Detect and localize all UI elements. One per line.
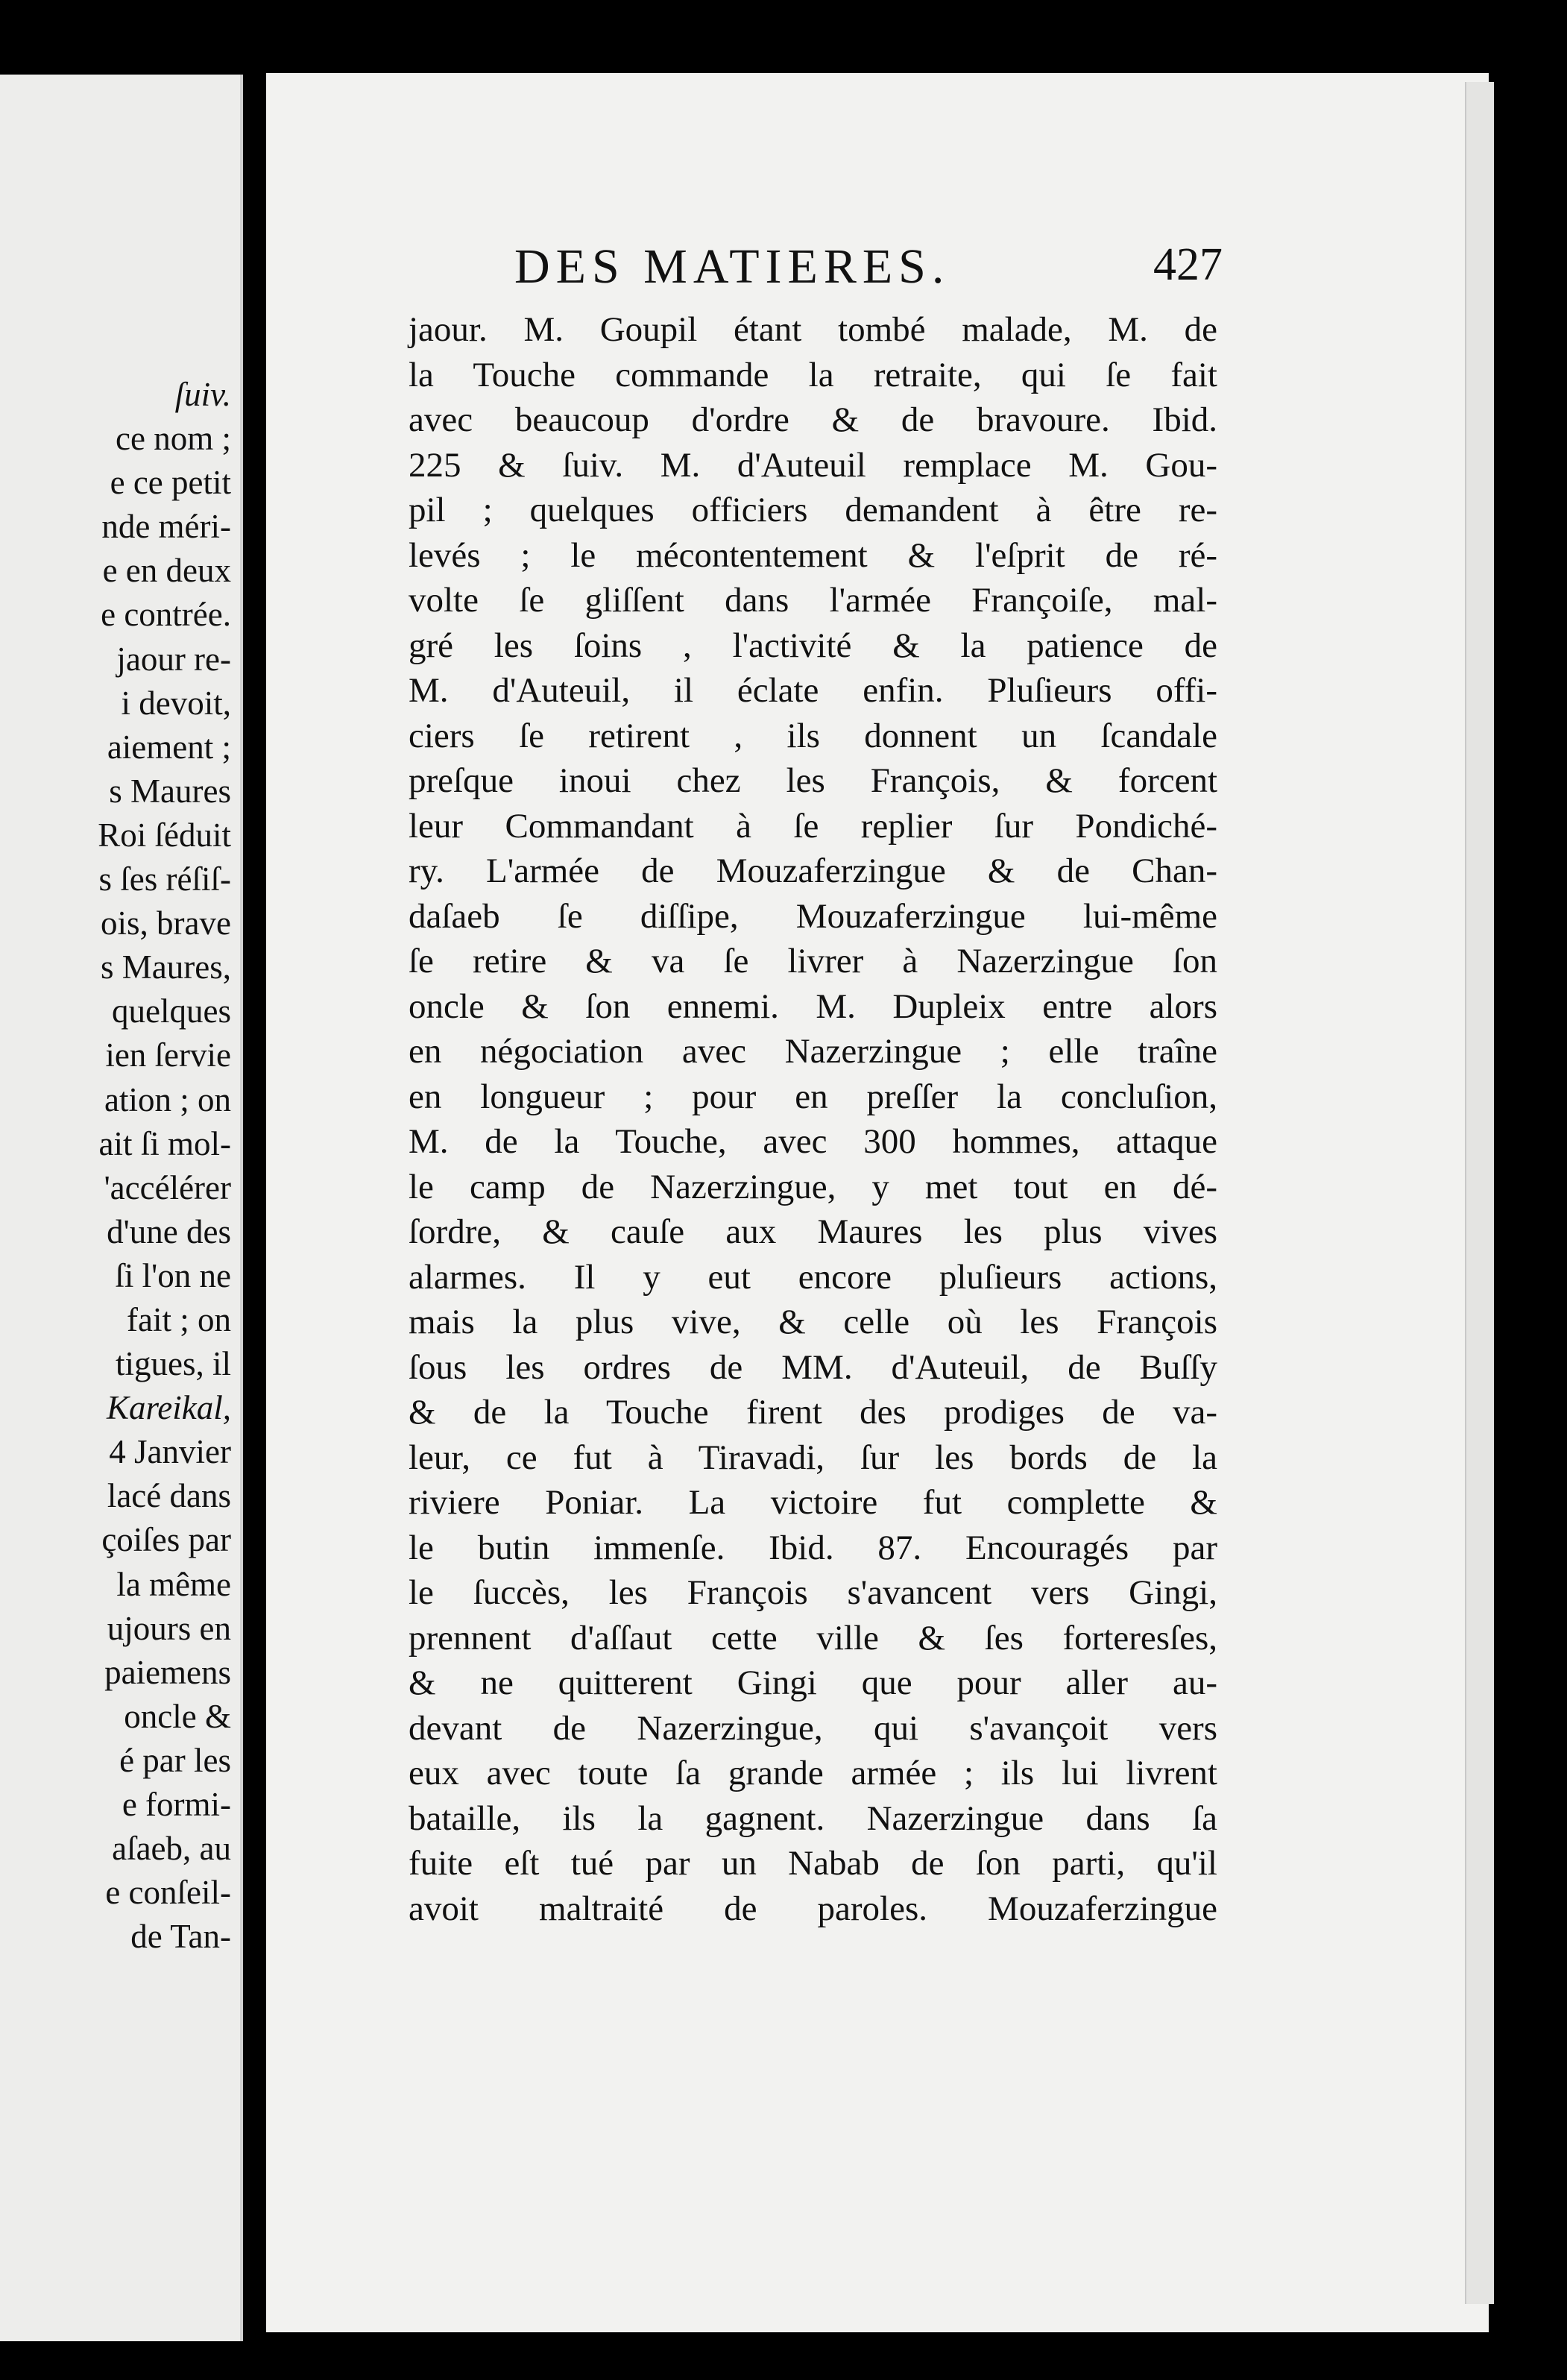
left-page-line: ſi l'on ne xyxy=(115,1256,231,1294)
left-page-line: ien ſervie xyxy=(105,1036,231,1074)
page-edge xyxy=(1465,82,1494,2304)
left-page-line: aiement ; xyxy=(107,728,231,766)
text-line: leur, ce fut à Tiravadi, ſur les bords de la xyxy=(409,1438,1217,1477)
index-entry-text xyxy=(409,307,1217,1931)
left-page-line: s Maures, xyxy=(101,948,231,986)
text-line: ſous les ordres de MM. d'Auteuil, de Buſſy xyxy=(409,1347,1217,1387)
page-header xyxy=(514,239,1223,306)
text-line: eux avec toute ſa grande armée ; ils lui livrent xyxy=(409,1754,1217,1792)
left-page-line: Kareikal, xyxy=(106,1389,231,1427)
text-line: alarmes. Il y eut encore pluſieurs actions, xyxy=(409,1257,1217,1297)
running-head: DES MATIERES. xyxy=(514,239,950,294)
text-line: gré les ſoins , l'activité & la patience de xyxy=(409,626,1217,665)
left-page-line: e en deux xyxy=(102,552,231,590)
text-line: ciers ſe retirent , ils donnent un ſcandale xyxy=(409,716,1217,755)
left-page-line: paiemens xyxy=(104,1653,231,1691)
left-page-line: 4 Janvier xyxy=(109,1433,231,1471)
text-line: pil ; quelques officiers demandent à être re- xyxy=(409,491,1217,529)
text-line: prennent d'aſſaut cette ville & ſes forteresſes, xyxy=(409,1618,1217,1658)
left-page-line: quelques xyxy=(112,992,231,1030)
text-line: ſe retire & va ſe livrer à Nazerzingue ſon xyxy=(409,942,1217,980)
text-line: volte ſe gliſſent dans l'armée Françoiſe, mal- xyxy=(409,581,1217,620)
left-page-line: ce nom ; xyxy=(116,420,231,458)
text-line: jaour. M. Goupil étant tombé malade, M. de xyxy=(409,310,1217,349)
left-page-line: çoiſes par xyxy=(101,1521,231,1559)
left-page-line: 'accélérer xyxy=(104,1168,231,1206)
left-page-line: é par les xyxy=(119,1741,231,1779)
left-page-line: e contrée. xyxy=(101,596,231,634)
text-line: la Touche commande la retraite, qui ſe fait xyxy=(409,355,1217,394)
left-page-line: ation ; on xyxy=(104,1080,231,1118)
left-page-line: e ce petit xyxy=(110,464,231,502)
text-line: daſaeb ſe diſſipe, Mouzaferzingue lui-même xyxy=(409,896,1217,936)
left-page-line: i devoit, xyxy=(121,684,231,722)
text-line: preſque inoui chez les François, & forcent xyxy=(409,761,1217,800)
text-line: le ſuccès, les François s'avancent vers Gingi, xyxy=(409,1573,1217,1612)
text-line: oncle & ſon ennemi. M. Dupleix entre alors xyxy=(409,986,1217,1026)
text-line: 225 & ſuiv. M. d'Auteuil remplace M. Gou- xyxy=(409,445,1217,485)
left-page-line: Roi ſéduit xyxy=(98,816,231,854)
text-line: le camp de Nazerzingue, y met tout en dé- xyxy=(409,1167,1217,1206)
text-line: ry. L'armée de Mouzaferzingue & de Chan- xyxy=(409,851,1217,890)
text-line: M. de la Touche, avec 300 hommes, attaque xyxy=(409,1122,1217,1161)
left-page-line: s Maures xyxy=(109,772,231,810)
text-line: M. d'Auteuil, il éclate enfin. Pluſieurs offi- xyxy=(409,671,1217,710)
left-page-line: fait ; on xyxy=(127,1300,231,1338)
left-page-line: jaour re- xyxy=(116,640,231,678)
left-page-line: de Tan- xyxy=(130,1918,231,1956)
left-page-line: ujours en xyxy=(107,1609,231,1647)
text-line: & de la Touche firent des prodiges de va- xyxy=(409,1393,1217,1432)
left-page-line: aſaeb, au xyxy=(112,1830,231,1868)
left-page-text xyxy=(98,373,231,1959)
text-line: ſordre, & cauſe aux Maures les plus vives xyxy=(409,1212,1217,1251)
text-line: & ne quitterent Gingi que pour aller au- xyxy=(409,1663,1217,1702)
left-page-line: ois, brave xyxy=(101,904,231,942)
text-line: fuite eſt tué par un Nabab de ſon parti, qu'il xyxy=(409,1844,1217,1883)
left-page-line: la même xyxy=(116,1565,231,1603)
left-page xyxy=(0,75,243,2341)
text-line: avoit maltraité de paroles. Mouzaferzingue xyxy=(409,1889,1217,1928)
left-page-line: e conſeil- xyxy=(105,1874,231,1912)
text-line: mais la plus vive, & celle où les François xyxy=(409,1303,1217,1341)
left-page-line: lacé dans xyxy=(107,1477,231,1515)
text-line: en négociation avec Nazerzingue ; elle traîne xyxy=(409,1032,1217,1071)
left-page-line: e formi- xyxy=(122,1786,231,1823)
text-line: devant de Nazerzingue, qui s'avançoit vers xyxy=(409,1708,1217,1748)
text-line: riviere Poniar. La victoire fut complette & xyxy=(409,1483,1217,1522)
text-line: levés ; le mécontentement & l'eſprit de ré- xyxy=(409,535,1217,575)
text-line: le butin immenſe. Ibid. 87. Encouragés par xyxy=(409,1528,1217,1567)
left-page-line: ait ſi mol- xyxy=(98,1124,231,1162)
left-page-line: s ſes réſiſ- xyxy=(98,860,231,898)
text-line: leur Commandant à ſe replier ſur Pondiché- xyxy=(409,806,1217,846)
left-page-line: d'une des xyxy=(107,1212,231,1250)
left-page-line: tigues, il xyxy=(116,1345,231,1383)
left-page-line: nde méri- xyxy=(101,508,231,546)
text-line: bataille, ils la gagnent. Nazerzingue dans ſa xyxy=(409,1798,1217,1838)
left-page-line: oncle & xyxy=(124,1697,231,1735)
text-line: avec beaucoup d'ordre & de bravoure. Ibid. xyxy=(409,400,1217,439)
text-line: en longueur ; pour en preſſer la concluſion, xyxy=(409,1077,1217,1116)
page-number: 427 xyxy=(1153,239,1223,290)
left-page-line: ſuiv. xyxy=(174,376,231,413)
